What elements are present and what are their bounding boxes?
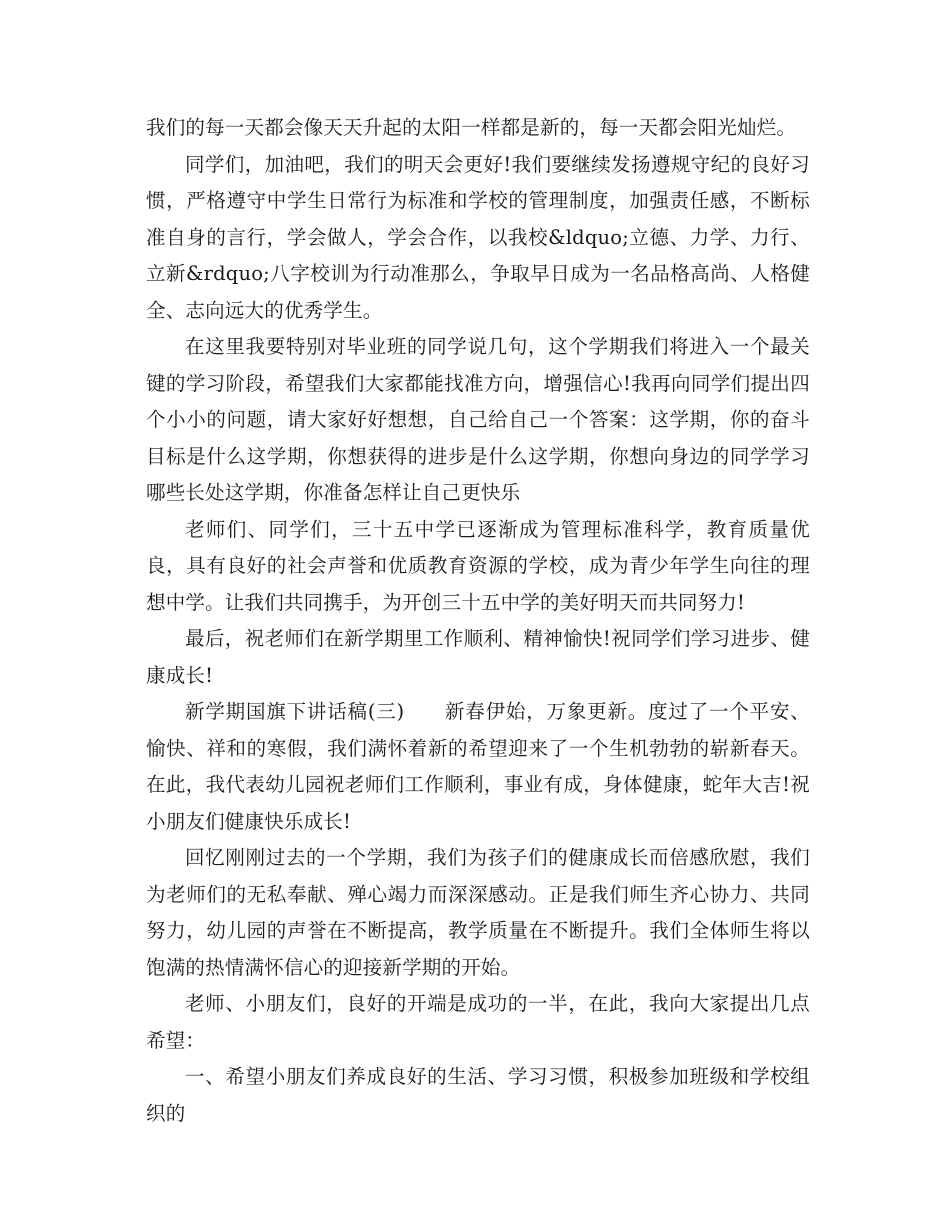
paragraph: 在这里我要特别对毕业班的同学说几句，这个学期我们将进入一个最关键的学习阶段，希望我们大家都能找准方向，增强信心!我再向同学们提出四个小小的问题，请大家好好想想，自己给自己一个答案：这学期，你的奋斗目标是什么这学期，你想获得的进步是什么这学期，你想向身边的同学学习哪些长处这学期，你准备怎样让自己更快乐: [146, 335, 810, 504]
paragraph: 最后，祝老师们在新学期里工作顺利、精神愉快!祝同学们学习进步、健康成长!: [146, 627, 810, 687]
paragraph: 老师、小朋友们，良好的开端是成功的一半，在此，我向大家提出几点希望：: [146, 992, 810, 1052]
paragraph: 老师们、同学们，三十五中学已逐渐成为管理标准科学，教育质量优良，具有良好的社会声誉和优质教育资源的学校，成为青少年学生向往的理想中学。让我们共同携手，为开创三十五中学的美好明天而共同努力!: [146, 517, 810, 614]
section-title: 新学期国旗下讲话稿(三): [185, 700, 405, 723]
document-body: [146, 110, 810, 1132]
paragraph: 回忆刚刚过去的一个学期，我们为孩子们的健康成长而倍感欣慰，我们为老师们的无私奉献、殚心竭力而深深感动。正是我们师生齐心协力、共同努力，幼儿园的声誉在不断提高，教学质量在不断提升。我们全体师生将以饱满的热情满怀信心的迎接新学期的开始。: [146, 846, 810, 979]
paragraph: 一、希望小朋友们养成良好的生活、学习习惯，积极参加班级和学校组织的: [146, 1065, 810, 1125]
paragraph: 我们的每一天都会像天天升起的太阳一样都是新的，每一天都会阳光灿烂。: [146, 116, 797, 139]
paragraph-text: 新春伊始，万象更新。度过了一个平安、愉快、祥和的寒假，我们满怀着新的希望迎来了一个生机勃勃的崭新春天。在此，我代表幼儿园祝老师们工作顺利，事业有成，身体健康，蛇年大吉!祝小朋友们健康快乐成长!: [146, 700, 810, 833]
paragraph-with-title: [146, 694, 810, 840]
paragraph: 同学们，加油吧，我们的明天会更好!我们要继续发扬遵规守纪的良好习惯，严格遵守中学生日常行为标准和学校的管理制度，加强责任感，不断标准自身的言行，学会做人，学会合作，以我校&ldquo;立德、力学、力行、立新&rdquo;八字校训为行动准那么，争取早日成为一名品格高尚、人格健全、志向远大的优秀学生。: [146, 152, 810, 322]
